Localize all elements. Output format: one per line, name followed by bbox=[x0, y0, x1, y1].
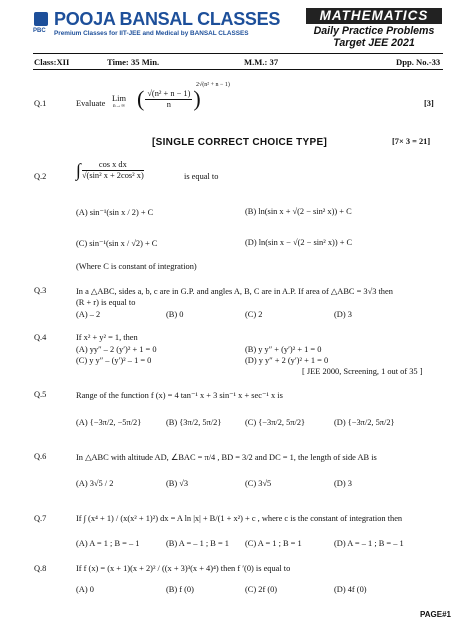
q3-line2: (R + r) is equal to bbox=[76, 298, 136, 307]
option-d: (D) 4f (0) bbox=[334, 585, 367, 594]
question-number: Q.5 bbox=[34, 390, 47, 399]
info-divider bbox=[33, 69, 443, 70]
subject-banner: MATHEMATICS bbox=[306, 8, 442, 24]
q1-power: 2√(n² + n − 1) bbox=[196, 82, 230, 88]
question-number: Q.7 bbox=[34, 514, 47, 523]
option-b: (B) A = – 1 ; B = 1 bbox=[166, 539, 229, 548]
section-marks: [7× 3 = 21] bbox=[392, 137, 431, 146]
option-d: (D) A = – 1 ; B = – 1 bbox=[334, 539, 404, 548]
page-number: PAGE#1 bbox=[420, 610, 451, 619]
header-divider bbox=[33, 53, 443, 54]
section-title: [SINGLE CORRECT CHOICE TYPE] bbox=[152, 137, 328, 148]
option-c: (C) A = 1 ; B = 1 bbox=[245, 539, 302, 548]
option-c: (C) sin⁻¹(sin x / √2) + C bbox=[76, 239, 158, 248]
option-c: (C) 2f (0) bbox=[245, 585, 278, 594]
option-d: (D) {−3π/2, 5π/2} bbox=[334, 418, 395, 427]
q1-fraction-num: √(n² + n − 1) bbox=[147, 88, 191, 98]
q8-line1: If f (x) = (x + 1)(x + 2)² / ((x + 3)³(x + 4)⁴) then f ′(0) is equal to bbox=[76, 564, 291, 573]
target-label: Target JEE 2021 bbox=[333, 37, 415, 49]
option-a: (A) A = 1 ; B = – 1 bbox=[76, 539, 140, 548]
q1-marks: [3] bbox=[424, 99, 434, 108]
option-c: (C) {−3π/2, 5π/2} bbox=[245, 418, 306, 427]
option-a: (A) yy″ – 2 (y′)² + 1 = 0 bbox=[76, 345, 157, 354]
dpp-number: Dpp. No.-33 bbox=[396, 57, 441, 67]
option-b: (B) 0 bbox=[166, 310, 184, 319]
question-number: Q.2 bbox=[34, 172, 47, 181]
q2-suffix: is equal to bbox=[184, 172, 219, 181]
option-b: (B) f (0) bbox=[166, 585, 194, 594]
option-b: (B) y y″ + (y′)² + 1 = 0 bbox=[245, 345, 322, 354]
brand-subtitle: Premium Classes for IIT-JEE and Medical by BANSAL CLASSES bbox=[54, 30, 249, 37]
option-a: (A) – 2 bbox=[76, 310, 101, 319]
q1-text: Evaluate bbox=[76, 99, 106, 108]
option-d: (D) 3 bbox=[334, 310, 352, 319]
class-label: Class:XII bbox=[34, 57, 70, 67]
q6-line1: In △ABC with altitude AD, ∠BAC = π/4 , BD = 3/2 and DC = 1, the length of side AB is bbox=[76, 453, 377, 462]
q4-reference: [ JEE 2000, Screening, 1 out of 35 ] bbox=[302, 367, 423, 376]
q2-note: (Where C is constant of integration) bbox=[76, 262, 197, 271]
option-c: (C) y y″ – (y′)² – 1 = 0 bbox=[76, 356, 152, 365]
question-number: Q.3 bbox=[34, 286, 47, 295]
option-b: (B) ln(sin x + √(2 − sin² x)) + C bbox=[245, 207, 352, 216]
option-d: (D) y y″ + 2 (y′)² + 1 = 0 bbox=[245, 356, 329, 365]
marks-label: M.M.: 37 bbox=[244, 57, 279, 67]
option-d: (D) ln(sin x − √(2 − sin² x)) + C bbox=[245, 238, 353, 247]
question-number: Q.1 bbox=[34, 99, 47, 108]
option-c: (C) 2 bbox=[245, 310, 263, 319]
q3-line1: In a △ABC, sides a, b, c are in G.P. and angles A, B, C are in A.P. If area of △ABC = 3√3 then bbox=[76, 287, 393, 296]
q1-lim-sub: n→∞ bbox=[112, 103, 126, 109]
time-label: Time: 35 Min. bbox=[107, 57, 160, 67]
question-number: Q.8 bbox=[34, 564, 47, 573]
brand-title: POOJA BANSAL CLASSES bbox=[54, 9, 281, 29]
q2-integral: ∫ $\frac{\text{cos x dx}}{\text{√(sin² x + 2cos² x)}}$ bbox=[76, 160, 144, 180]
option-a: (A) {−3π/2, −5π/2} bbox=[76, 418, 142, 427]
q2-integral-den: √(sin² x + 2cos² x) bbox=[81, 171, 144, 180]
q4-line1: If x² + y² = 1, then bbox=[76, 333, 138, 342]
option-b: (B) √3 bbox=[166, 479, 189, 488]
option-a: (A) 3√5 / 2 bbox=[76, 479, 114, 488]
option-b: (B) {3π/2, 5π/2} bbox=[166, 418, 222, 427]
q5-line1: Range of the function f (x) = 4 tan⁻¹ x + 3 sin⁻¹ x + sec⁻¹ x is bbox=[76, 391, 283, 400]
q7-line1: If ∫ (x⁴ + 1) / (x(x² + 1)²) dx = A ln |x| + B/(1 + x²) + c , where c is the constant of integration then bbox=[76, 514, 403, 523]
option-c: (C) 3√5 bbox=[245, 479, 272, 488]
option-d: (D) 3 bbox=[334, 479, 352, 488]
q1-lim-word: Lim bbox=[112, 94, 126, 103]
q1-fraction-den: n bbox=[166, 99, 171, 109]
logo-text: PBC bbox=[33, 28, 46, 34]
question-number: Q.6 bbox=[34, 452, 47, 461]
q1-limit bbox=[112, 94, 126, 109]
logo-icon bbox=[34, 12, 48, 26]
q1-expression: ( $\frac{\text{√(n² + n − 1)}}{n}$ ) bbox=[137, 86, 201, 111]
dpp-title: Daily Practice Problems bbox=[313, 25, 435, 37]
q2-integral-num: cos x dx bbox=[82, 160, 144, 171]
option-a: (A) 0 bbox=[76, 585, 94, 594]
question-number: Q.4 bbox=[34, 333, 47, 342]
option-a: (A) sin⁻¹(sin x / 2) + C bbox=[76, 208, 154, 217]
